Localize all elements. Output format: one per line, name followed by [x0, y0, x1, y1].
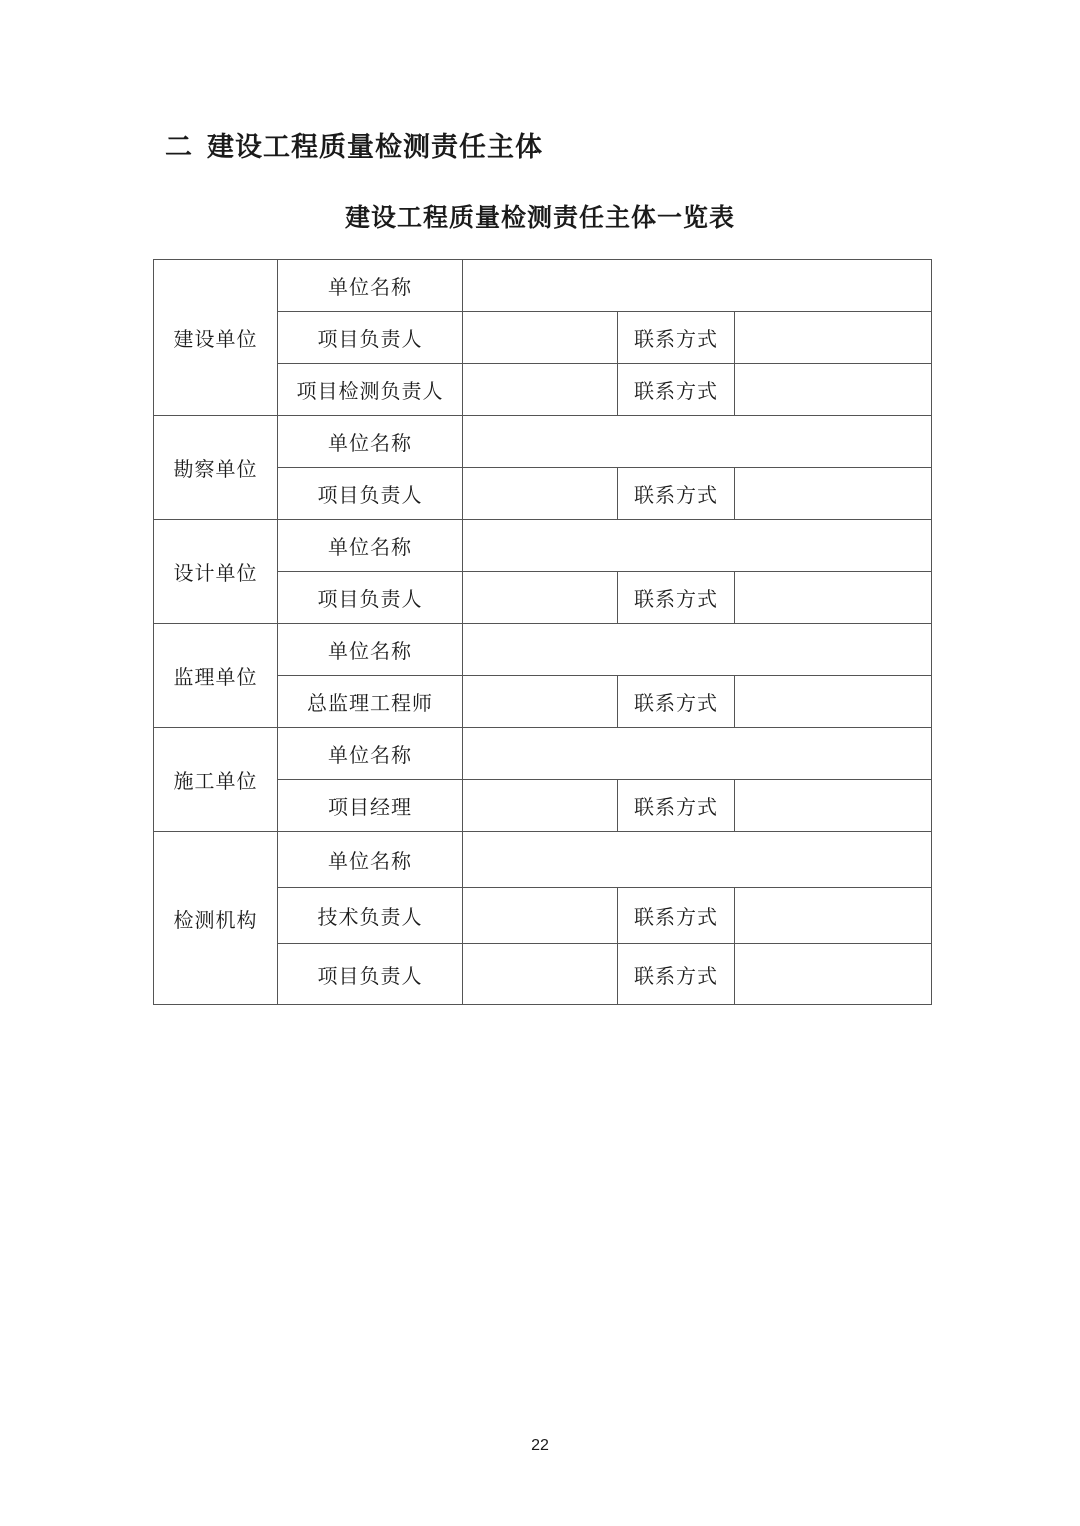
contact-label-cell: 联系方式 — [618, 944, 735, 1005]
section-title: 建设工程质量检测责任主体 — [207, 132, 543, 163]
contact-label-cell: 联系方式 — [618, 312, 735, 364]
person-value-cell[interactable] — [463, 468, 618, 520]
person-value-cell[interactable] — [463, 888, 618, 944]
contact-value-cell[interactable] — [735, 888, 932, 944]
field-label-cell: 单位名称 — [278, 728, 463, 780]
contact-value-cell[interactable] — [735, 364, 932, 416]
contact-label-cell: 联系方式 — [618, 888, 735, 944]
table-row — [154, 832, 932, 888]
group-name-cell: 建设单位 — [154, 260, 278, 416]
unit-name-value-cell[interactable] — [463, 416, 932, 468]
field-label-cell: 项目经理 — [278, 780, 463, 832]
contact-label-cell: 联系方式 — [618, 468, 735, 520]
contact-value-cell[interactable] — [735, 572, 932, 624]
person-value-cell[interactable] — [463, 780, 618, 832]
table-title: 建设工程质量检测责任主体一览表 — [344, 203, 735, 232]
unit-name-value-cell[interactable] — [463, 832, 932, 888]
group-name-cell: 检测机构 — [154, 832, 278, 1005]
section-heading — [165, 128, 543, 168]
field-label-cell: 项目负责人 — [278, 312, 463, 364]
unit-name-value-cell[interactable] — [463, 520, 932, 572]
table-row — [154, 260, 932, 312]
person-value-cell[interactable] — [463, 572, 618, 624]
contact-label-cell: 联系方式 — [618, 780, 735, 832]
group-name-cell: 施工单位 — [154, 728, 278, 832]
unit-name-value-cell[interactable] — [463, 728, 932, 780]
person-value-cell[interactable] — [463, 312, 618, 364]
contact-label-cell: 联系方式 — [618, 572, 735, 624]
table-row — [154, 728, 932, 780]
table-row — [154, 416, 932, 468]
field-label-cell: 单位名称 — [278, 416, 463, 468]
table-row — [154, 624, 932, 676]
contact-label-cell: 联系方式 — [618, 364, 735, 416]
field-label-cell: 总监理工程师 — [278, 676, 463, 728]
field-label-cell: 单位名称 — [278, 260, 463, 312]
group-name-cell: 监理单位 — [154, 624, 278, 728]
contact-value-cell[interactable] — [735, 944, 932, 1005]
person-value-cell[interactable] — [463, 676, 618, 728]
field-label-cell: 单位名称 — [278, 832, 463, 888]
contact-value-cell[interactable] — [735, 312, 932, 364]
person-value-cell[interactable] — [463, 364, 618, 416]
page-number: 22 — [531, 1437, 549, 1454]
table-row — [154, 520, 932, 572]
contact-label-cell: 联系方式 — [618, 676, 735, 728]
group-name-cell: 勘察单位 — [154, 416, 278, 520]
field-label-cell: 单位名称 — [278, 520, 463, 572]
field-label-cell: 技术负责人 — [278, 888, 463, 944]
unit-name-value-cell[interactable] — [463, 624, 932, 676]
unit-name-value-cell[interactable] — [463, 260, 932, 312]
field-label-cell: 单位名称 — [278, 624, 463, 676]
field-label-cell: 项目负责人 — [278, 572, 463, 624]
section-number: 二 — [165, 132, 193, 163]
contact-value-cell[interactable] — [735, 468, 932, 520]
field-label-cell: 项目检测负责人 — [278, 364, 463, 416]
field-label-cell: 项目负责人 — [278, 944, 463, 1005]
group-name-cell: 设计单位 — [154, 520, 278, 624]
person-value-cell[interactable] — [463, 944, 618, 1005]
contact-value-cell[interactable] — [735, 676, 932, 728]
contact-value-cell[interactable] — [735, 780, 932, 832]
responsibility-table — [153, 259, 932, 1005]
field-label-cell: 项目负责人 — [278, 468, 463, 520]
